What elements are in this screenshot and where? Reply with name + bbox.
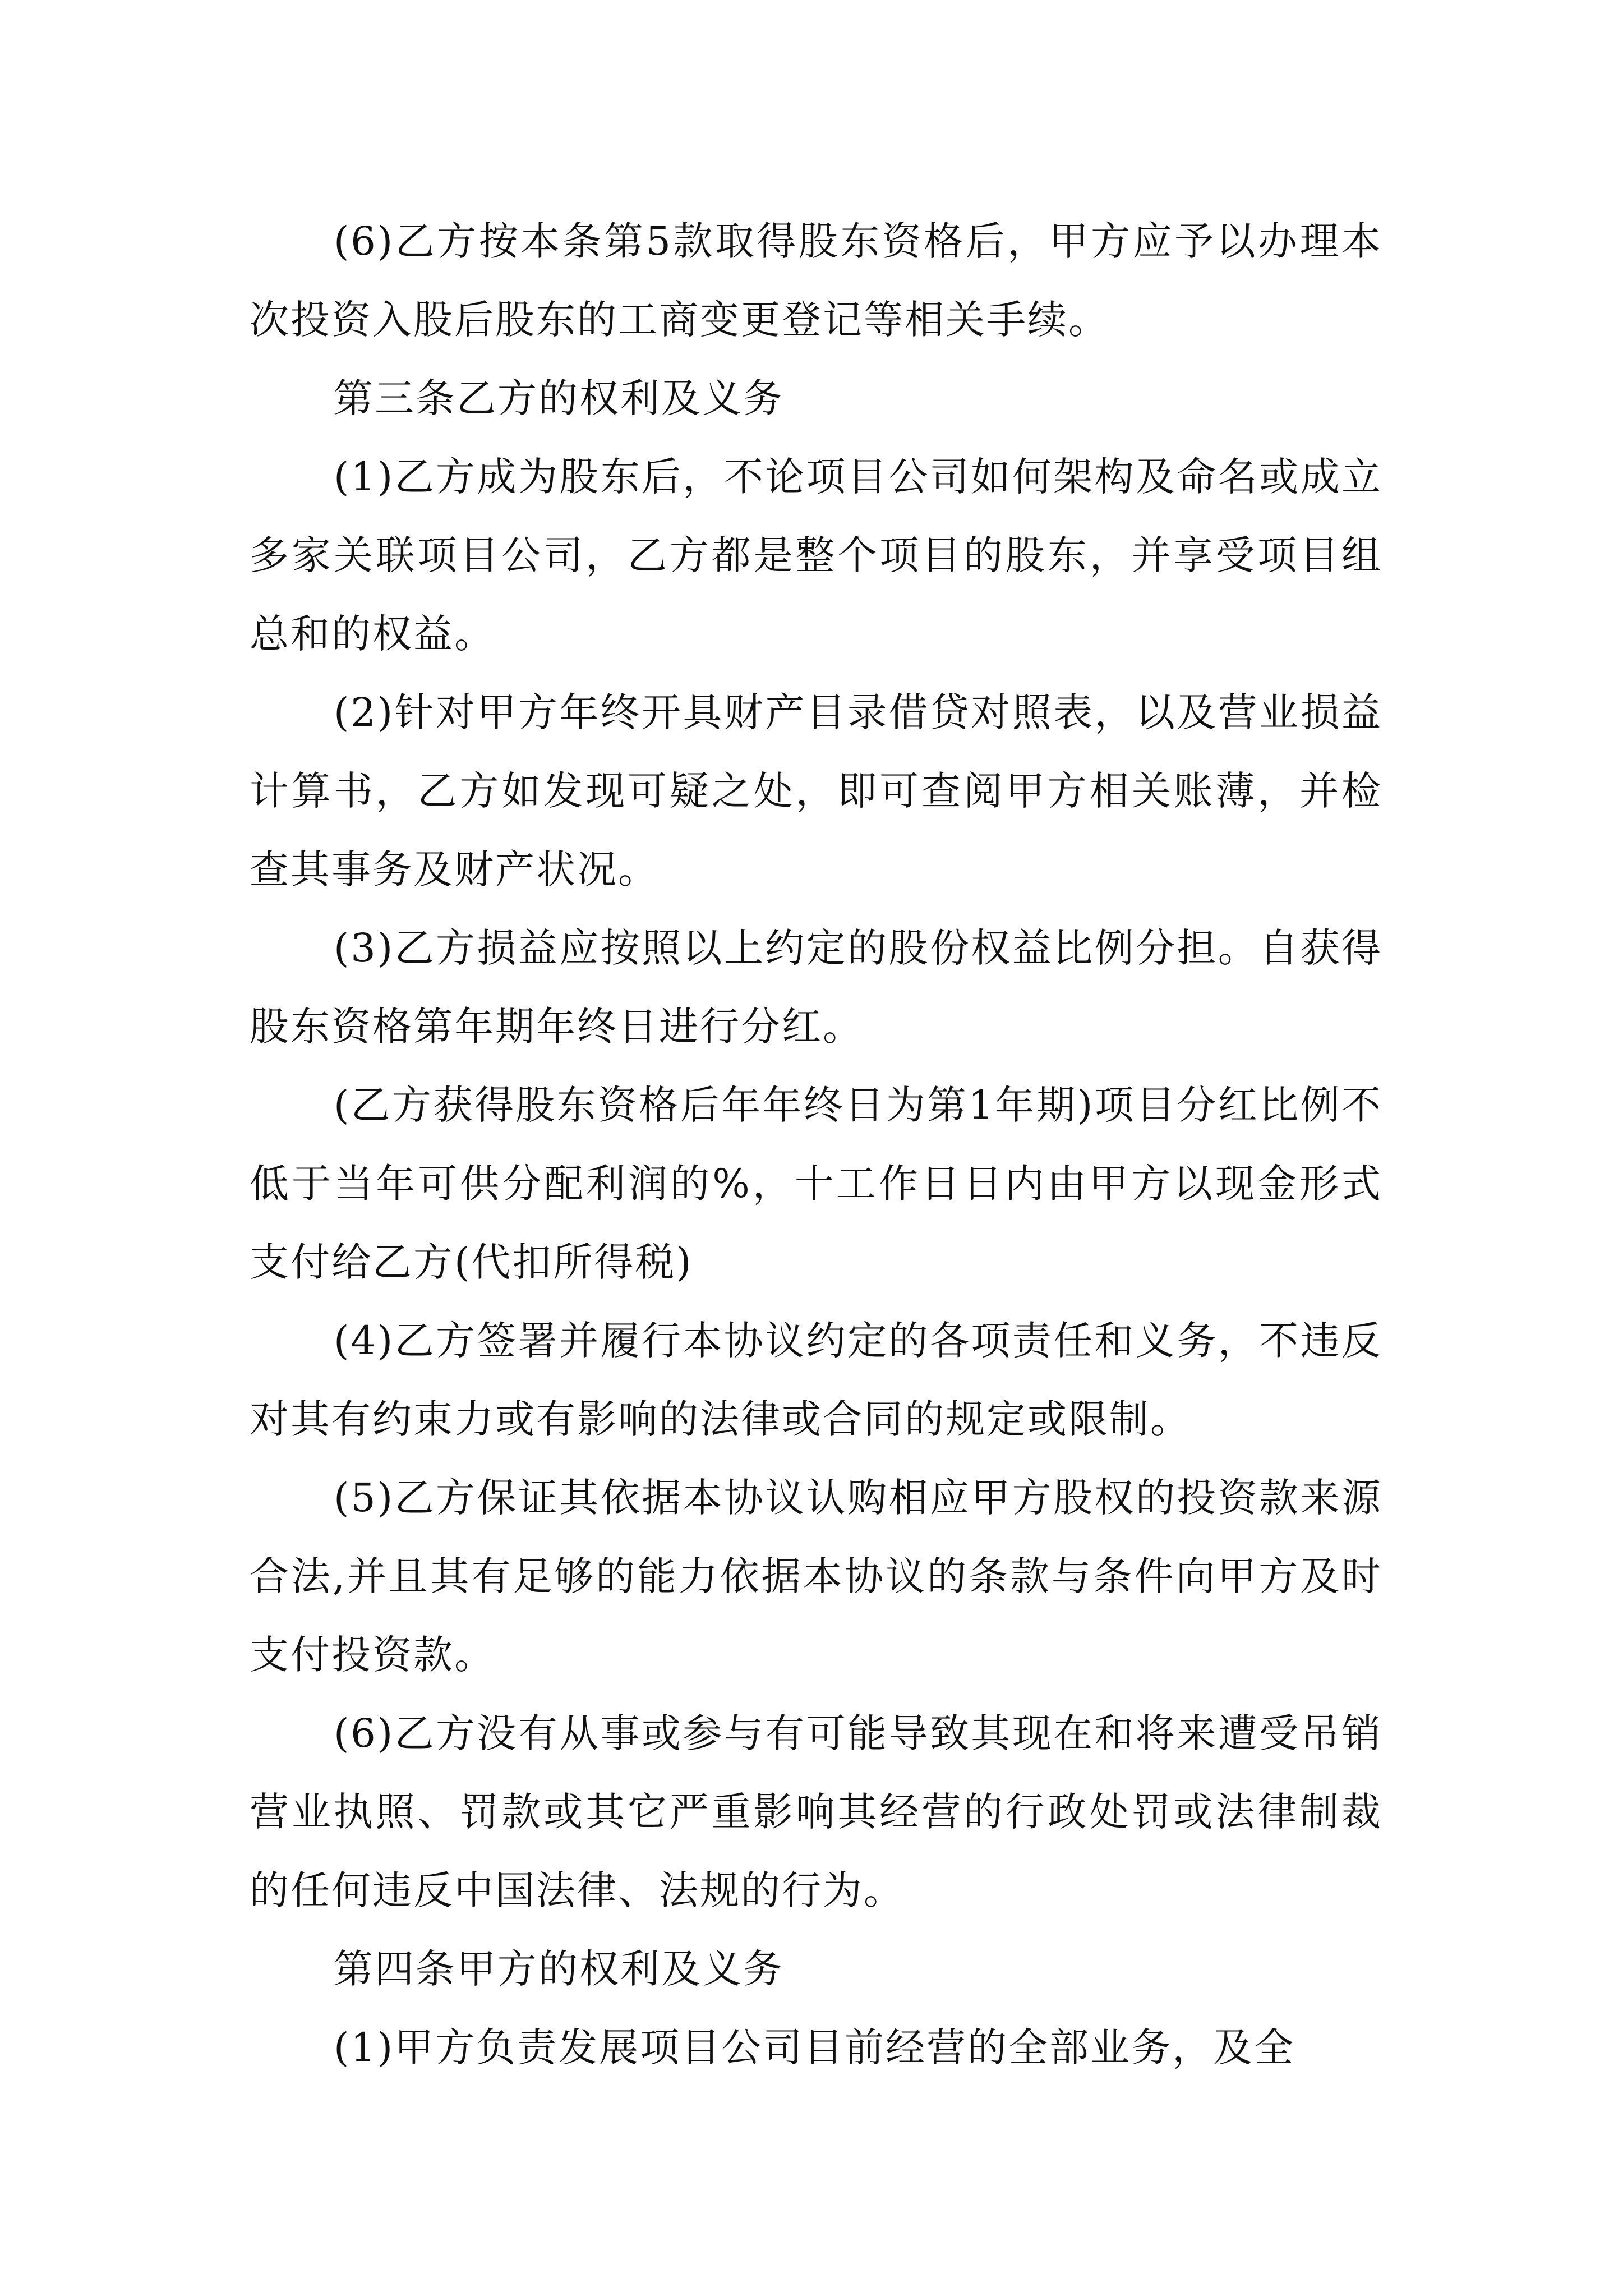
paragraph-clause-3-4: (4)乙方签署并履行本协议约定的各项责任和义务，不违反对其有约束力或有影响的法律或合同的规定或限制。 xyxy=(250,1318,1382,1442)
paragraph-clause-4-1: (1)甲方负责发展项目公司目前经营的全部业务，及全 xyxy=(334,2024,1295,2070)
paragraph-clause-3-5: (5)乙方保证其依据本协议认购相应甲方股权的投资款来源合法,并且其有足够的能力依据本协议的条款与条件向甲方及时支付投资款。 xyxy=(250,1475,1382,1678)
section-heading-article-4: 第四条甲方的权利及义务 xyxy=(334,1946,784,1992)
paragraph-clause-3-2: (2)针对甲方年终开具财产目录借贷对照表，以及营业损益计算书，乙方如发现可疑之处，即可查阅甲方相关账薄，并检查其事务及财产状况。 xyxy=(250,689,1382,892)
paragraph-clause-2-6: (6)乙方按本条第5款取得股东资格后，甲方应予以办理本次投资入股后股东的工商变更登记等相关手续。 xyxy=(250,218,1382,343)
document-body xyxy=(250,202,1382,2087)
paragraph-clause-3-3: (3)乙方损益应按照以上约定的股份权益比例分担。自获得股东资格第年期年终日进行分红。 xyxy=(250,925,1382,1050)
section-heading-article-3: 第三条乙方的权利及义务 xyxy=(334,375,784,421)
paragraph-clause-3-6: (6)乙方没有从事或参与有可能导致其现在和将来遭受吊销营业执照、罚款或其它严重影响其经营的行政处罚或法律制裁的任何违反中国法律、法规的行为。 xyxy=(250,1710,1382,1913)
paragraph-clause-3-3-note: (乙方获得股东资格后年年终日为第1年期)项目分红比例不低于当年可供分配利润的%，十工作日日内由甲方以现金形式支付给乙方(代扣所得税) xyxy=(250,1082,1382,1285)
paragraph-clause-3-1: (1)乙方成为股东后，不论项目公司如何架构及命名或成立多家关联项目公司，乙方都是整个项目的股东，并享受项目组总和的权益。 xyxy=(250,454,1382,657)
